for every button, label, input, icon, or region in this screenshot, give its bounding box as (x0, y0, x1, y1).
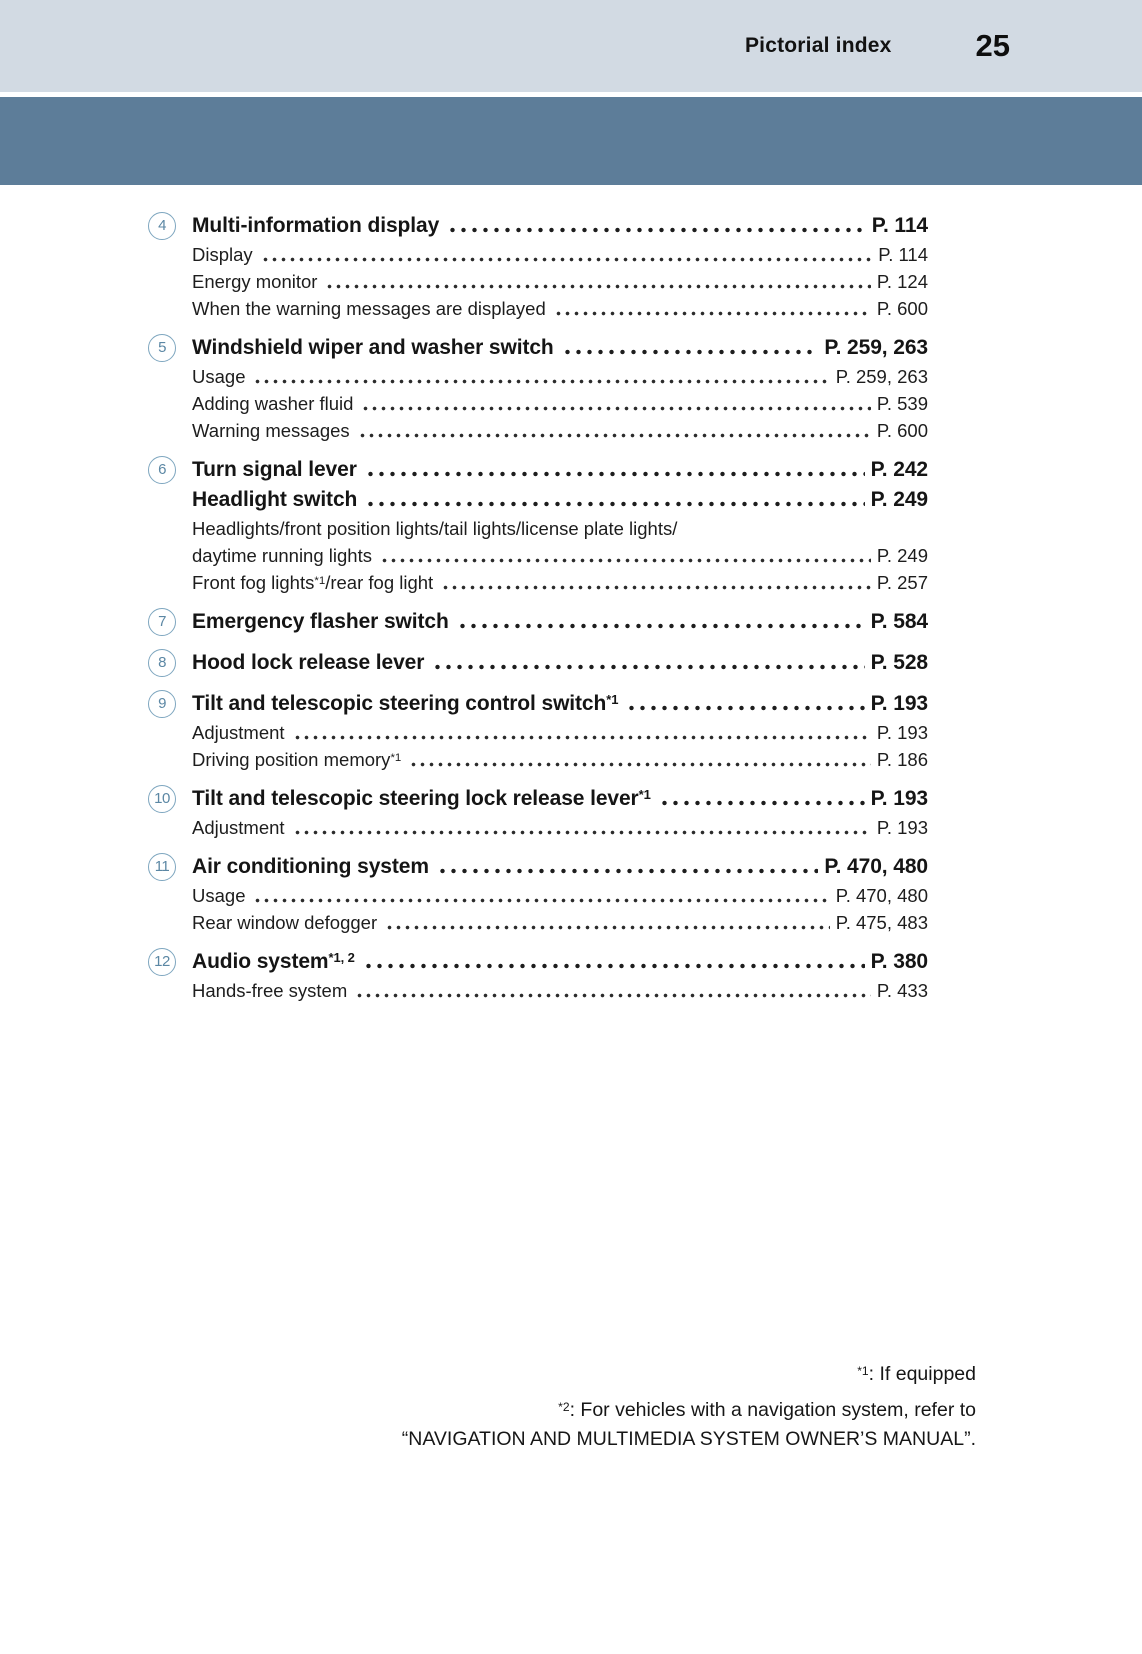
page-reference: P. 249 (876, 545, 928, 566)
label-text: When the warning messages are displayed (192, 298, 546, 319)
dot-leader (361, 406, 870, 411)
page-reference: P. 600 (876, 420, 928, 441)
entry-label (192, 485, 357, 515)
sub-entry-label (192, 241, 253, 268)
header-title: Pictorial index (744, 34, 892, 57)
label-text: Emergency flasher switch (192, 610, 449, 633)
sub-entry-label (192, 569, 433, 596)
dot-leader (441, 585, 871, 590)
index-item (148, 333, 928, 444)
entry-label (192, 852, 429, 882)
label-text: Hood lock release lever (192, 651, 425, 674)
entry-label (192, 211, 439, 241)
dot-leader (293, 830, 871, 835)
label-text: Adjustment (192, 722, 285, 743)
page-reference: P. 600 (876, 298, 928, 319)
footnote-2-marker: *2 (558, 1399, 570, 1414)
item-number-badge: 6 (148, 456, 176, 484)
item-number-badge: 4 (148, 212, 176, 240)
item-number-badge: 8 (148, 649, 176, 677)
label-text: Driving position memory (192, 749, 391, 770)
index-entry-row (148, 648, 928, 678)
label-text: Windshield wiper and washer switch (192, 336, 554, 359)
sub-entry-label (192, 268, 317, 295)
label-text: Air conditioning system (192, 855, 429, 878)
page-reference: P. 114 (871, 214, 928, 237)
dot-leader (365, 471, 865, 477)
entry-label (192, 333, 554, 363)
dot-leader (358, 433, 871, 438)
page-number: 25 (975, 28, 1010, 63)
index-entry-row (148, 689, 928, 719)
sub-entry-row (148, 569, 928, 596)
sub-entry-row (148, 542, 928, 569)
label-text: Display (192, 244, 253, 265)
dot-leader (562, 349, 819, 355)
dot-leader (325, 284, 870, 289)
footnote-1 (402, 1360, 976, 1389)
index-item (148, 689, 928, 773)
dot-leader (457, 623, 865, 629)
sub-entry-label: Headlights/front position lights/tail lights/license plate lights/ (192, 518, 678, 539)
item-number-badge: 5 (148, 334, 176, 362)
header-bar (0, 0, 1142, 92)
page-reference: P. 124 (876, 271, 928, 292)
sub-entry-label (192, 390, 353, 417)
dot-leader (293, 735, 871, 740)
page-reference: P. 470, 480 (835, 885, 928, 906)
dot-leader (626, 705, 864, 711)
label-text: Hands-free system (192, 980, 348, 1001)
footnotes (402, 1360, 976, 1454)
footnote-1-marker: *1 (857, 1363, 869, 1378)
sub-entry-label (192, 542, 372, 569)
dot-leader (253, 379, 829, 384)
entry-label (192, 607, 449, 637)
index-item (148, 607, 928, 637)
sub-entry-label (192, 909, 377, 936)
page-reference: P. 380 (870, 950, 928, 973)
label-text: Adjustment (192, 817, 285, 838)
entry-label (192, 947, 355, 977)
sub-entry-row (148, 746, 928, 773)
page-reference: P. 259, 263 (824, 336, 928, 359)
sub-entry-row (148, 241, 928, 268)
page-reference: P. 114 (878, 244, 928, 265)
footnote-2-continuation (402, 1425, 976, 1454)
sub-entry-label (192, 417, 350, 444)
footnote-marker: *1 (638, 787, 651, 803)
page-reference: P. 193 (876, 817, 928, 838)
label-text: Tilt and telescopic steering control switch (192, 692, 607, 715)
label-text: /rear fog light (325, 572, 434, 593)
sub-entry-row (148, 390, 928, 417)
index-item (148, 211, 928, 322)
sub-entry-label (192, 882, 245, 909)
footnote-marker: *1 (606, 692, 619, 708)
sub-entry-row (148, 295, 928, 322)
footnote-2 (402, 1396, 976, 1425)
dot-leader (261, 257, 873, 262)
dot-leader (437, 868, 818, 874)
sub-entry-row (148, 977, 928, 1004)
dot-leader (409, 762, 871, 767)
page-reference: P. 193 (870, 692, 928, 715)
label-text: Audio system (192, 950, 329, 973)
sub-entry-row (148, 882, 928, 909)
label-text: Headlight switch (192, 488, 358, 511)
dot-leader (447, 227, 866, 233)
dot-leader (554, 311, 871, 316)
index-entry-row (148, 947, 928, 977)
item-number-badge: 9 (148, 690, 176, 718)
page-reference: P. 242 (870, 458, 928, 481)
sub-entry-label (192, 363, 245, 390)
label-text: Usage (192, 885, 246, 906)
sub-entry-label (192, 719, 285, 746)
footnote-marker: *1, 2 (328, 950, 355, 966)
page-reference: P. 259, 263 (835, 366, 928, 387)
index-entry-row (148, 211, 928, 241)
index-item (148, 947, 928, 1004)
index-item (148, 648, 928, 678)
item-number-badge: 10 (148, 785, 176, 813)
label-text: daytime running lights (192, 545, 372, 566)
sub-entry-label (192, 746, 401, 773)
page-reference: P. 193 (870, 787, 928, 810)
section-color-band (0, 97, 1142, 185)
index-entry-row (148, 333, 928, 363)
entry-label (192, 784, 651, 814)
index-entry-row (148, 607, 928, 637)
sub-entry-row (148, 719, 928, 746)
label-text: Rear window defogger (192, 912, 378, 933)
dot-leader (253, 898, 829, 903)
entry-label (192, 648, 424, 678)
page-reference: P. 584 (870, 610, 928, 633)
index-entry-row (148, 485, 928, 515)
dot-leader (355, 993, 871, 998)
page-reference: P. 193 (876, 722, 928, 743)
footnote-2-text: : For vehicles with a navigation system, refer to (569, 1399, 976, 1421)
dot-leader (659, 800, 865, 806)
index-item (148, 852, 928, 936)
dot-leader (432, 664, 864, 670)
sub-entry-row (148, 814, 928, 841)
item-number-badge: 7 (148, 608, 176, 636)
sub-entry-label (192, 814, 285, 841)
index-entry-row (148, 852, 928, 882)
dot-leader (385, 925, 830, 930)
page-reference: P. 257 (876, 572, 928, 593)
label-text: Multi-information display (192, 214, 440, 237)
page-reference: P. 433 (876, 980, 928, 1001)
dot-leader (363, 963, 865, 969)
label-text: Front fog lights (192, 572, 315, 593)
label-text: Energy monitor (192, 271, 318, 292)
label-text: Turn signal lever (192, 458, 357, 481)
sub-entry-wrap-line (148, 515, 928, 542)
label-text: Tilt and telescopic steering lock release lever (192, 787, 639, 810)
entry-label (192, 455, 357, 485)
entry-label (192, 689, 618, 719)
sub-entry-label (192, 977, 347, 1004)
label-text: Adding washer fluid (192, 393, 354, 414)
item-number-badge: 11 (148, 853, 176, 881)
sub-entry-row (148, 417, 928, 444)
index-item (148, 784, 928, 841)
index-entry-row (148, 455, 928, 485)
sub-entry-label (192, 295, 546, 322)
page-reference: P. 249 (870, 488, 928, 511)
label-text: Usage (192, 366, 246, 387)
footnote-1-text: : If equipped (868, 1363, 976, 1385)
index-entry-row (148, 784, 928, 814)
page-reference: P. 528 (870, 651, 928, 674)
sub-entry-row (148, 363, 928, 390)
page-reference: P. 470, 480 (824, 855, 928, 878)
sub-entry-row (148, 268, 928, 295)
footnote-2-continuation-text: “NAVIGATION AND MULTIMEDIA SYSTEM OWNER’S MANUAL”. (401, 1428, 976, 1450)
page-reference: P. 539 (876, 393, 928, 414)
page-reference: P. 475, 483 (835, 912, 928, 933)
dot-leader (380, 558, 871, 563)
footnote-marker: *1 (314, 574, 326, 587)
sub-entry-row (148, 909, 928, 936)
dot-leader (365, 501, 864, 507)
index-list (0, 185, 1142, 1004)
item-number-badge: 12 (148, 948, 176, 976)
label-text: Warning messages (192, 420, 350, 441)
footnote-marker: *1 (390, 751, 402, 764)
page-reference: P. 186 (876, 749, 928, 770)
index-item (148, 455, 928, 596)
